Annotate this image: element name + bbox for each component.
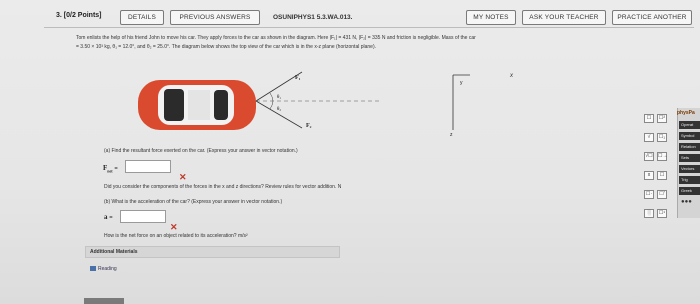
part-a-symbol bbox=[103, 164, 118, 173]
reading-label: Reading bbox=[98, 266, 117, 272]
part-a-subscript: net bbox=[107, 168, 113, 174]
panel-item-greek[interactable]: Greek bbox=[679, 187, 700, 195]
details-button[interactable]: DETAILS bbox=[120, 10, 164, 25]
part-b-answer-input[interactable] bbox=[120, 210, 166, 223]
f2-label: F₂ bbox=[306, 123, 312, 129]
keypad-box-key[interactable]: ☐ bbox=[644, 114, 654, 123]
bottom-scroll-indicator bbox=[84, 298, 124, 304]
problem-line-2: = 3.50 × 10³ kg, θ₁ = 12.0°, and θ₂ = 25.0°. The diagram below shows the top view of the car which is in the x-z plane (horizontal plane). bbox=[76, 44, 377, 50]
book-icon bbox=[90, 266, 96, 271]
keypad-dot-key[interactable]: ☐· bbox=[645, 191, 653, 197]
panel-item-sets[interactable]: Sets bbox=[679, 154, 700, 162]
f2-vector bbox=[256, 101, 302, 128]
more-options-icon[interactable]: ●●● bbox=[681, 199, 692, 205]
y-axis-label: y bbox=[460, 80, 463, 86]
keypad-box2-key[interactable]: ☐ bbox=[657, 171, 667, 180]
z-axis-label: z bbox=[450, 132, 453, 138]
panel-item-symbols[interactable]: Symbol bbox=[679, 132, 700, 140]
my-notes-button[interactable]: MY NOTES bbox=[466, 10, 516, 25]
keypad-matrix-key[interactable]: ░ bbox=[644, 209, 654, 218]
question-header bbox=[44, 6, 694, 28]
part-b-prompt: (b) What is the acceleration of the car? (Express your answer in vector notation.) bbox=[104, 199, 283, 205]
panel-item-trig[interactable]: Trig bbox=[679, 176, 700, 184]
part-b-equals: = bbox=[109, 215, 113, 221]
part-b-symbol bbox=[104, 213, 113, 221]
physpad-title: physPa bbox=[677, 110, 695, 116]
panel-item-operations[interactable]: Operat bbox=[679, 121, 700, 129]
previous-answers-button[interactable]: PREVIOUS ANSWERS bbox=[170, 10, 260, 25]
keypad-vector-key[interactable]: ☐→ bbox=[658, 153, 668, 159]
part-a-equals: = bbox=[114, 166, 118, 172]
part-b-symbol-letter: a bbox=[104, 213, 108, 221]
keypad-power-key[interactable]: ☐² bbox=[658, 115, 666, 121]
part-a-answer-input[interactable] bbox=[125, 160, 171, 173]
keypad-inverse-key[interactable]: ☐¹ bbox=[658, 210, 666, 216]
reading-link[interactable] bbox=[90, 266, 117, 272]
keypad-nthroot-key[interactable]: √☐ bbox=[645, 153, 653, 159]
theta1-label: θ₁ bbox=[277, 95, 282, 100]
theta1-arc bbox=[270, 93, 273, 101]
keypad-prime-key[interactable]: ☐′ bbox=[657, 190, 667, 199]
part-a-incorrect-icon: ✕ bbox=[179, 172, 187, 182]
keypad-x-key[interactable]: x bbox=[644, 171, 654, 180]
ask-teacher-button[interactable]: ASK YOUR TEACHER bbox=[522, 10, 606, 25]
problem-statement bbox=[76, 34, 656, 52]
practice-another-button[interactable]: PRACTICE ANOTHER bbox=[612, 10, 692, 25]
theta2-arc bbox=[270, 101, 273, 109]
panel-item-relations[interactable]: Relation bbox=[679, 143, 700, 151]
panel-item-vectors[interactable]: Vectors bbox=[679, 165, 700, 173]
part-a-symbol-letter: F bbox=[103, 164, 108, 172]
f1-label: F₁ bbox=[295, 75, 301, 81]
keypad-sqrt-key[interactable]: √ bbox=[644, 133, 654, 142]
part-b-incorrect-icon: ✕ bbox=[170, 222, 178, 232]
part-a-feedback: Did you consider the components of the forces in the x and z directions? Review rules for vector addition. N bbox=[104, 184, 342, 190]
part-a-prompt: (a) Find the resultant force exerted on the car. (Express your answer in vector notation.) bbox=[104, 148, 298, 154]
question-number: 3. [0/2 Points] bbox=[56, 12, 102, 19]
part-b-feedback: How is the net force on an object related to its acceleration? m/s² bbox=[104, 233, 248, 239]
car-shape bbox=[138, 80, 256, 130]
theta2-label: θ₂ bbox=[277, 107, 282, 112]
assignment-id: OSUNIPHYS1 5.3.WA.013. bbox=[273, 14, 353, 21]
keypad-subscript-key[interactable]: ☐₁ bbox=[658, 134, 666, 140]
additional-materials-header: Additional Materials bbox=[85, 246, 340, 258]
car-force-diagram bbox=[130, 70, 470, 140]
x-axis-label: x bbox=[510, 73, 513, 79]
problem-line-1: Tom enlists the help of his friend John to move his car. They apply forces to the car as shown in the diagram. Here |F₁| = 431 N, |F₂| = 335 N and friction is negligible. Mass of the car bbox=[76, 35, 476, 41]
